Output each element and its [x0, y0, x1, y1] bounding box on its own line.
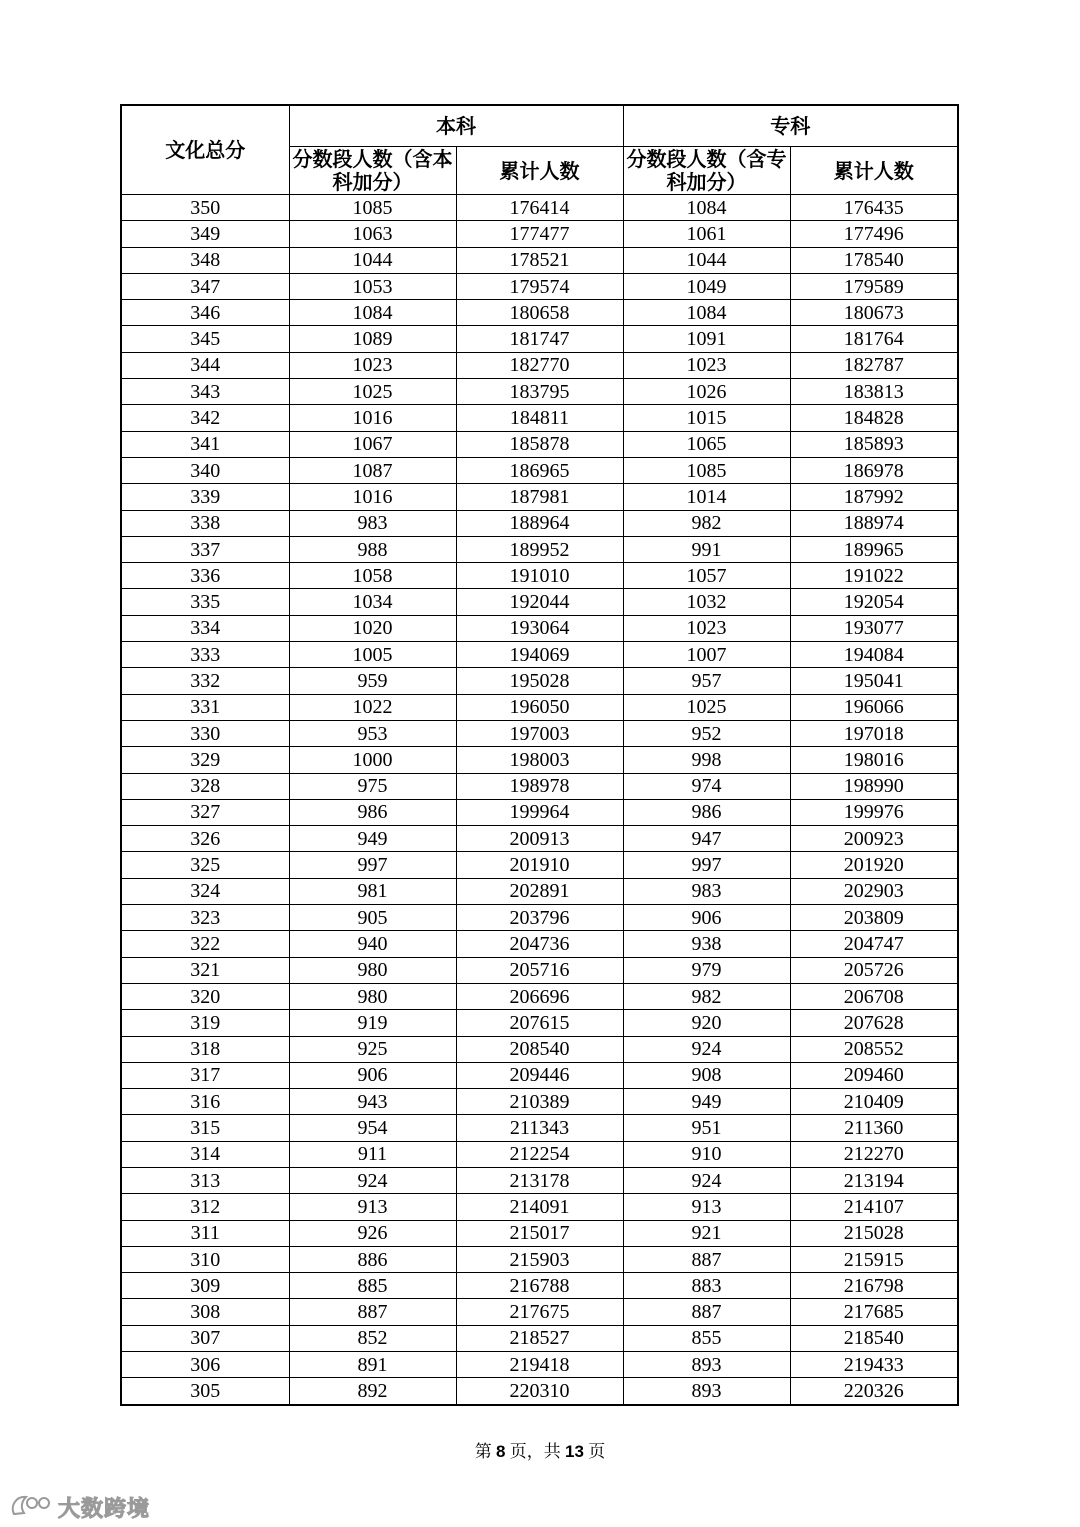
table-row: [121, 826, 958, 852]
table-row: [121, 326, 958, 352]
cell-score: 313: [121, 1167, 289, 1193]
cell-score: 315: [121, 1115, 289, 1141]
cell-college-segment: 949: [623, 1089, 790, 1115]
cell-score: 332: [121, 668, 289, 694]
brand-logo-icon: [8, 1492, 52, 1522]
header-undergrad-segment: 分数段人数（含本科加分）: [289, 147, 456, 195]
cell-score: 341: [121, 431, 289, 457]
watermark: [8, 1490, 150, 1524]
cell-score: 316: [121, 1089, 289, 1115]
cell-score: 344: [121, 352, 289, 378]
cell-score: 320: [121, 983, 289, 1009]
cell-undergrad-segment: 940: [289, 931, 456, 957]
cell-undergrad-segment: 953: [289, 720, 456, 746]
cell-undergrad-cumulative: 206696: [456, 983, 623, 1009]
cell-undergrad-segment: 1085: [289, 195, 456, 221]
cell-score: 349: [121, 221, 289, 247]
table-row: [121, 1062, 958, 1088]
watermark-text: 大数跨境: [58, 1496, 151, 1522]
cell-college-cumulative: 194084: [790, 642, 958, 668]
cell-college-segment: 924: [623, 1167, 790, 1193]
cell-college-segment: 1085: [623, 457, 790, 483]
cell-college-segment: 938: [623, 931, 790, 957]
cell-college-segment: 1032: [623, 589, 790, 615]
cell-college-segment: 910: [623, 1141, 790, 1167]
cell-college-cumulative: 197018: [790, 720, 958, 746]
cell-college-cumulative: 218540: [790, 1325, 958, 1351]
table-row: [121, 352, 958, 378]
cell-score: 348: [121, 247, 289, 273]
cell-college-segment: 906: [623, 905, 790, 931]
table-row: [121, 405, 958, 431]
cell-college-cumulative: 211360: [790, 1115, 958, 1141]
cell-undergrad-segment: 980: [289, 957, 456, 983]
cell-college-cumulative: 204747: [790, 931, 958, 957]
cell-undergrad-segment: 852: [289, 1325, 456, 1351]
cell-undergrad-cumulative: 197003: [456, 720, 623, 746]
table-row: [121, 1115, 958, 1141]
cell-undergrad-segment: 885: [289, 1273, 456, 1299]
cell-college-segment: 883: [623, 1273, 790, 1299]
cell-score: 322: [121, 931, 289, 957]
table-row: [121, 1220, 958, 1246]
cell-college-segment: 983: [623, 878, 790, 904]
cell-score: 312: [121, 1194, 289, 1220]
cell-undergrad-segment: 924: [289, 1167, 456, 1193]
cell-college-cumulative: 199976: [790, 799, 958, 825]
cell-college-segment: 1026: [623, 379, 790, 405]
footer-prefix: 第: [474, 1442, 497, 1461]
cell-college-segment: 998: [623, 747, 790, 773]
cell-score: 311: [121, 1220, 289, 1246]
cell-undergrad-cumulative: 179574: [456, 273, 623, 299]
cell-undergrad-segment: 1000: [289, 747, 456, 773]
cell-score: 305: [121, 1378, 289, 1405]
table-row: [121, 1273, 958, 1299]
cell-undergrad-segment: 891: [289, 1352, 456, 1378]
cell-undergrad-cumulative: 213178: [456, 1167, 623, 1193]
table-row: [121, 484, 958, 510]
table-row: [121, 668, 958, 694]
cell-score: 327: [121, 799, 289, 825]
cell-undergrad-cumulative: 209446: [456, 1062, 623, 1088]
cell-college-cumulative: 212270: [790, 1141, 958, 1167]
cell-score: 321: [121, 957, 289, 983]
cell-undergrad-segment: 887: [289, 1299, 456, 1325]
cell-undergrad-segment: 1044: [289, 247, 456, 273]
cell-undergrad-segment: 1020: [289, 615, 456, 641]
cell-college-cumulative: 187992: [790, 484, 958, 510]
cell-college-segment: 982: [623, 510, 790, 536]
table-row: [121, 1352, 958, 1378]
header-college-cumulative: 累计人数: [790, 147, 958, 195]
cell-undergrad-cumulative: 208540: [456, 1036, 623, 1062]
cell-undergrad-segment: 1034: [289, 589, 456, 615]
header-college-segment: 分数段人数（含专科加分）: [623, 147, 790, 195]
cell-college-cumulative: 215915: [790, 1246, 958, 1272]
cell-score: 310: [121, 1246, 289, 1272]
cell-college-cumulative: 209460: [790, 1062, 958, 1088]
cell-score: 340: [121, 457, 289, 483]
cell-score: 324: [121, 878, 289, 904]
cell-college-segment: 924: [623, 1036, 790, 1062]
cell-college-cumulative: 208552: [790, 1036, 958, 1062]
cell-undergrad-cumulative: 187981: [456, 484, 623, 510]
table-row: [121, 1299, 958, 1325]
cell-college-segment: 986: [623, 799, 790, 825]
table-row: [121, 615, 958, 641]
cell-undergrad-cumulative: 186965: [456, 457, 623, 483]
cell-undergrad-segment: 1089: [289, 326, 456, 352]
cell-undergrad-cumulative: 211343: [456, 1115, 623, 1141]
cell-college-segment: 855: [623, 1325, 790, 1351]
cell-college-cumulative: 177496: [790, 221, 958, 247]
table-row: [121, 957, 958, 983]
cell-college-cumulative: 198990: [790, 773, 958, 799]
cell-undergrad-cumulative: 180658: [456, 300, 623, 326]
table-row: [121, 1194, 958, 1220]
table-row: [121, 1089, 958, 1115]
table-row: [121, 536, 958, 562]
cell-college-segment: 1014: [623, 484, 790, 510]
cell-undergrad-cumulative: 201910: [456, 852, 623, 878]
cell-college-segment: 1057: [623, 563, 790, 589]
header-undergrad-cumulative: 累计人数: [456, 147, 623, 195]
cell-score: 306: [121, 1352, 289, 1378]
cell-undergrad-segment: 906: [289, 1062, 456, 1088]
cell-college-cumulative: 183813: [790, 379, 958, 405]
cell-score: 347: [121, 273, 289, 299]
cell-score: 346: [121, 300, 289, 326]
cell-undergrad-segment: 892: [289, 1378, 456, 1405]
cell-undergrad-segment: 1084: [289, 300, 456, 326]
cell-undergrad-segment: 1063: [289, 221, 456, 247]
cell-college-segment: 974: [623, 773, 790, 799]
cell-college-segment: 1065: [623, 431, 790, 457]
footer-suffix: 页: [583, 1442, 606, 1461]
cell-undergrad-cumulative: 183795: [456, 379, 623, 405]
cell-college-segment: 921: [623, 1220, 790, 1246]
cell-college-cumulative: 203809: [790, 905, 958, 931]
cell-college-segment: 952: [623, 720, 790, 746]
cell-undergrad-cumulative: 177477: [456, 221, 623, 247]
cell-undergrad-cumulative: 218527: [456, 1325, 623, 1351]
cell-undergrad-segment: 926: [289, 1220, 456, 1246]
table-row: [121, 747, 958, 773]
cell-undergrad-cumulative: 219418: [456, 1352, 623, 1378]
cell-college-segment: 1049: [623, 273, 790, 299]
table-row: [121, 195, 958, 221]
cell-undergrad-cumulative: 220310: [456, 1378, 623, 1405]
cell-college-segment: 982: [623, 983, 790, 1009]
cell-undergrad-cumulative: 204736: [456, 931, 623, 957]
cell-college-segment: 1015: [623, 405, 790, 431]
table-row: [121, 1325, 958, 1351]
cell-score: 338: [121, 510, 289, 536]
cell-score: 325: [121, 852, 289, 878]
table-row: [121, 878, 958, 904]
cell-college-segment: 893: [623, 1378, 790, 1405]
cell-undergrad-cumulative: 215903: [456, 1246, 623, 1272]
table-row: [121, 379, 958, 405]
cell-college-cumulative: 193077: [790, 615, 958, 641]
table-row: [121, 457, 958, 483]
table-row: [121, 273, 958, 299]
cell-score: 335: [121, 589, 289, 615]
cell-college-cumulative: 196066: [790, 694, 958, 720]
cell-college-segment: 1044: [623, 247, 790, 273]
cell-score: 317: [121, 1062, 289, 1088]
cell-college-cumulative: 180673: [790, 300, 958, 326]
cell-undergrad-cumulative: 182770: [456, 352, 623, 378]
table-row: [121, 773, 958, 799]
cell-score: 350: [121, 195, 289, 221]
cell-undergrad-cumulative: 216788: [456, 1273, 623, 1299]
cell-undergrad-cumulative: 195028: [456, 668, 623, 694]
cell-undergrad-cumulative: 196050: [456, 694, 623, 720]
cell-undergrad-cumulative: 193064: [456, 615, 623, 641]
header-total-score: 文化总分: [121, 105, 289, 195]
cell-undergrad-cumulative: 191010: [456, 563, 623, 589]
cell-college-segment: 951: [623, 1115, 790, 1141]
score-distribution-table: [120, 104, 959, 1406]
cell-college-cumulative: 202903: [790, 878, 958, 904]
cell-undergrad-segment: 983: [289, 510, 456, 536]
cell-college-cumulative: 205726: [790, 957, 958, 983]
cell-undergrad-cumulative: 189952: [456, 536, 623, 562]
cell-undergrad-segment: 1023: [289, 352, 456, 378]
cell-undergrad-segment: 981: [289, 878, 456, 904]
cell-undergrad-segment: 1087: [289, 457, 456, 483]
cell-undergrad-cumulative: 181747: [456, 326, 623, 352]
cell-college-cumulative: 201920: [790, 852, 958, 878]
cell-undergrad-cumulative: 212254: [456, 1141, 623, 1167]
cell-college-cumulative: 213194: [790, 1167, 958, 1193]
cell-score: 339: [121, 484, 289, 510]
cell-undergrad-segment: 975: [289, 773, 456, 799]
header-college: 专科: [623, 105, 958, 147]
cell-undergrad-cumulative: 214091: [456, 1194, 623, 1220]
cell-undergrad-segment: 905: [289, 905, 456, 931]
cell-score: 308: [121, 1299, 289, 1325]
cell-college-cumulative: 215028: [790, 1220, 958, 1246]
cell-college-cumulative: 186978: [790, 457, 958, 483]
cell-college-cumulative: 191022: [790, 563, 958, 589]
cell-college-segment: 1023: [623, 615, 790, 641]
page-footer: [0, 1437, 1080, 1462]
cell-college-cumulative: 198016: [790, 747, 958, 773]
table-row: [121, 221, 958, 247]
cell-score: 330: [121, 720, 289, 746]
cell-college-segment: 1091: [623, 326, 790, 352]
cell-undergrad-segment: 1016: [289, 484, 456, 510]
table-row: [121, 1010, 958, 1036]
table-row: [121, 247, 958, 273]
cell-college-cumulative: 219433: [790, 1352, 958, 1378]
cell-college-segment: 887: [623, 1246, 790, 1272]
cell-undergrad-segment: 980: [289, 983, 456, 1009]
cell-undergrad-segment: 959: [289, 668, 456, 694]
cell-undergrad-cumulative: 176414: [456, 195, 623, 221]
cell-undergrad-segment: 1005: [289, 642, 456, 668]
cell-college-segment: 947: [623, 826, 790, 852]
cell-undergrad-cumulative: 217675: [456, 1299, 623, 1325]
table-row: [121, 642, 958, 668]
cell-undergrad-segment: 986: [289, 799, 456, 825]
cell-college-cumulative: 185893: [790, 431, 958, 457]
cell-college-segment: 991: [623, 536, 790, 562]
table-body: [121, 195, 958, 1405]
cell-score: 318: [121, 1036, 289, 1062]
cell-undergrad-segment: 913: [289, 1194, 456, 1220]
cell-college-segment: 1084: [623, 300, 790, 326]
table-row: [121, 931, 958, 957]
cell-undergrad-segment: 925: [289, 1036, 456, 1062]
table-row: [121, 563, 958, 589]
cell-undergrad-cumulative: 188964: [456, 510, 623, 536]
table-row: [121, 694, 958, 720]
cell-score: 326: [121, 826, 289, 852]
cell-undergrad-cumulative: 192044: [456, 589, 623, 615]
cell-college-segment: 893: [623, 1352, 790, 1378]
cell-college-cumulative: 182787: [790, 352, 958, 378]
table-row: [121, 300, 958, 326]
cell-undergrad-segment: 1025: [289, 379, 456, 405]
cell-undergrad-segment: 943: [289, 1089, 456, 1115]
cell-score: 323: [121, 905, 289, 931]
table-row: [121, 1378, 958, 1405]
cell-college-segment: 1025: [623, 694, 790, 720]
cell-college-cumulative: 178540: [790, 247, 958, 273]
cell-college-segment: 887: [623, 1299, 790, 1325]
cell-college-segment: 1061: [623, 221, 790, 247]
cell-college-segment: 913: [623, 1194, 790, 1220]
cell-undergrad-segment: 1067: [289, 431, 456, 457]
cell-undergrad-cumulative: 210389: [456, 1089, 623, 1115]
cell-score: 314: [121, 1141, 289, 1167]
cell-undergrad-segment: 1058: [289, 563, 456, 589]
cell-undergrad-cumulative: 199964: [456, 799, 623, 825]
cell-college-cumulative: 214107: [790, 1194, 958, 1220]
table-row: [121, 799, 958, 825]
cell-score: 307: [121, 1325, 289, 1351]
cell-undergrad-cumulative: 200913: [456, 826, 623, 852]
footer-page-number: 8: [496, 1442, 506, 1461]
cell-undergrad-cumulative: 194069: [456, 642, 623, 668]
cell-undergrad-cumulative: 207615: [456, 1010, 623, 1036]
cell-score: 331: [121, 694, 289, 720]
cell-undergrad-segment: 954: [289, 1115, 456, 1141]
cell-undergrad-segment: 886: [289, 1246, 456, 1272]
cell-undergrad-segment: 911: [289, 1141, 456, 1167]
cell-college-segment: 979: [623, 957, 790, 983]
cell-score: 345: [121, 326, 289, 352]
cell-college-cumulative: 206708: [790, 983, 958, 1009]
cell-undergrad-segment: 1022: [289, 694, 456, 720]
table-row: [121, 720, 958, 746]
table-row: [121, 589, 958, 615]
table-row: [121, 1167, 958, 1193]
table-row: [121, 1246, 958, 1272]
cell-score: 336: [121, 563, 289, 589]
table-row: [121, 983, 958, 1009]
cell-undergrad-segment: 949: [289, 826, 456, 852]
table-row: [121, 905, 958, 931]
cell-college-cumulative: 216798: [790, 1273, 958, 1299]
cell-college-cumulative: 179589: [790, 273, 958, 299]
cell-score: 328: [121, 773, 289, 799]
cell-undergrad-cumulative: 185878: [456, 431, 623, 457]
cell-college-segment: 1084: [623, 195, 790, 221]
cell-undergrad-cumulative: 203796: [456, 905, 623, 931]
cell-college-segment: 997: [623, 852, 790, 878]
cell-undergrad-segment: 1053: [289, 273, 456, 299]
cell-undergrad-cumulative: 202891: [456, 878, 623, 904]
cell-score: 342: [121, 405, 289, 431]
cell-score: 334: [121, 615, 289, 641]
cell-undergrad-cumulative: 215017: [456, 1220, 623, 1246]
cell-undergrad-segment: 1016: [289, 405, 456, 431]
cell-college-cumulative: 220326: [790, 1378, 958, 1405]
footer-total-pages: 13: [565, 1442, 584, 1461]
table-row: [121, 852, 958, 878]
cell-college-cumulative: 188974: [790, 510, 958, 536]
table-row: [121, 431, 958, 457]
table-row: [121, 1036, 958, 1062]
cell-undergrad-cumulative: 198978: [456, 773, 623, 799]
cell-college-segment: 957: [623, 668, 790, 694]
cell-college-cumulative: 195041: [790, 668, 958, 694]
cell-college-segment: 908: [623, 1062, 790, 1088]
table-row: [121, 1141, 958, 1167]
cell-undergrad-segment: 988: [289, 536, 456, 562]
cell-college-segment: 920: [623, 1010, 790, 1036]
footer-middle: 页，共: [505, 1442, 566, 1461]
cell-college-cumulative: 176435: [790, 195, 958, 221]
cell-college-cumulative: 181764: [790, 326, 958, 352]
cell-college-segment: 1023: [623, 352, 790, 378]
cell-score: 343: [121, 379, 289, 405]
cell-score: 337: [121, 536, 289, 562]
cell-score: 319: [121, 1010, 289, 1036]
cell-college-cumulative: 189965: [790, 536, 958, 562]
cell-score: 309: [121, 1273, 289, 1299]
cell-college-cumulative: 217685: [790, 1299, 958, 1325]
cell-college-cumulative: 210409: [790, 1089, 958, 1115]
cell-undergrad-cumulative: 198003: [456, 747, 623, 773]
cell-undergrad-cumulative: 178521: [456, 247, 623, 273]
cell-undergrad-segment: 997: [289, 852, 456, 878]
table-row: [121, 510, 958, 536]
cell-college-cumulative: 184828: [790, 405, 958, 431]
cell-undergrad-cumulative: 184811: [456, 405, 623, 431]
cell-college-cumulative: 207628: [790, 1010, 958, 1036]
cell-college-segment: 1007: [623, 642, 790, 668]
cell-college-cumulative: 192054: [790, 589, 958, 615]
cell-score: 329: [121, 747, 289, 773]
cell-score: 333: [121, 642, 289, 668]
cell-undergrad-cumulative: 205716: [456, 957, 623, 983]
cell-college-cumulative: 200923: [790, 826, 958, 852]
header-undergrad: 本科: [289, 105, 623, 147]
cell-undergrad-segment: 919: [289, 1010, 456, 1036]
